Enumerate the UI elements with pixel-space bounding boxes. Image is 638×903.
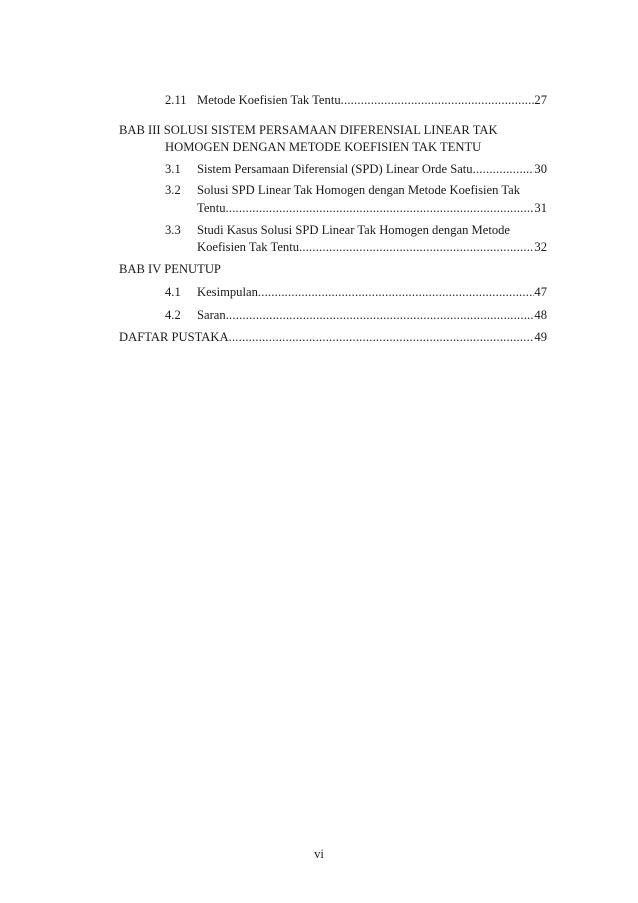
dot-leader	[226, 307, 535, 323]
toc-entry-3-3	[165, 222, 510, 238]
entry-page: 47	[534, 285, 547, 299]
entry-title-cont: Tentu	[197, 201, 226, 215]
section-number: 2.11	[165, 93, 187, 107]
entry-page: 48	[534, 308, 547, 322]
entry-title: Kesimpulan	[197, 285, 258, 299]
section-number: 3.2	[165, 183, 181, 197]
toc-entry-4-1	[165, 284, 547, 300]
entry-title: Solusi SPD Linear Tak Homogen dengan Metode Koefisien Tak	[197, 183, 521, 197]
entry-title: Metode Koefisien Tak Tentu	[197, 93, 341, 107]
dot-leader	[299, 239, 534, 255]
entry-title: Studi Kasus Solusi SPD Linear Tak Homogen dengan Metode	[197, 223, 511, 237]
entry-page: 27	[534, 93, 547, 107]
section-number: 3.3	[165, 223, 181, 237]
dot-leader	[229, 329, 535, 345]
entry-title-cont: Koefisien Tak Tentu	[197, 240, 299, 254]
entry-page: 32	[534, 240, 547, 254]
section-number: 3.1	[165, 162, 181, 176]
dot-leader	[258, 284, 535, 300]
toc-entry-3-1	[165, 161, 547, 177]
entry-page: 30	[534, 162, 547, 176]
page-number: vi	[314, 847, 324, 861]
dot-leader	[341, 92, 535, 108]
section-number: 4.1	[165, 285, 181, 299]
entry-title: Saran	[197, 308, 226, 322]
chapter-heading-bab-iii-cont: HOMOGEN DENGAN METODE KOEFISIEN TAK TENTU	[165, 140, 482, 154]
entry-page: 31	[534, 201, 547, 215]
toc-entry-4-2	[165, 307, 547, 323]
toc-entry-3-2-cont	[197, 200, 547, 216]
dot-leader	[473, 161, 535, 177]
entry-title: Sistem Persamaan Diferensial (SPD) Linear Orde Satu	[197, 162, 473, 176]
toc-entry-daftar-pustaka	[119, 329, 547, 345]
toc-entry-3-3-cont	[197, 239, 547, 255]
chapter-heading-bab-iii: BAB III SOLUSI SISTEM PERSAMAAN DIFERENSIAL LINEAR TAK	[119, 123, 498, 137]
toc-entry-2-11	[165, 92, 547, 108]
entry-title: DAFTAR PUSTAKA	[119, 330, 229, 344]
entry-page: 49	[534, 330, 547, 344]
toc-entry-3-2	[165, 182, 520, 198]
dot-leader	[226, 200, 535, 216]
chapter-heading-bab-iv: BAB IV PENUTUP	[119, 262, 221, 276]
section-number: 4.2	[165, 308, 181, 322]
